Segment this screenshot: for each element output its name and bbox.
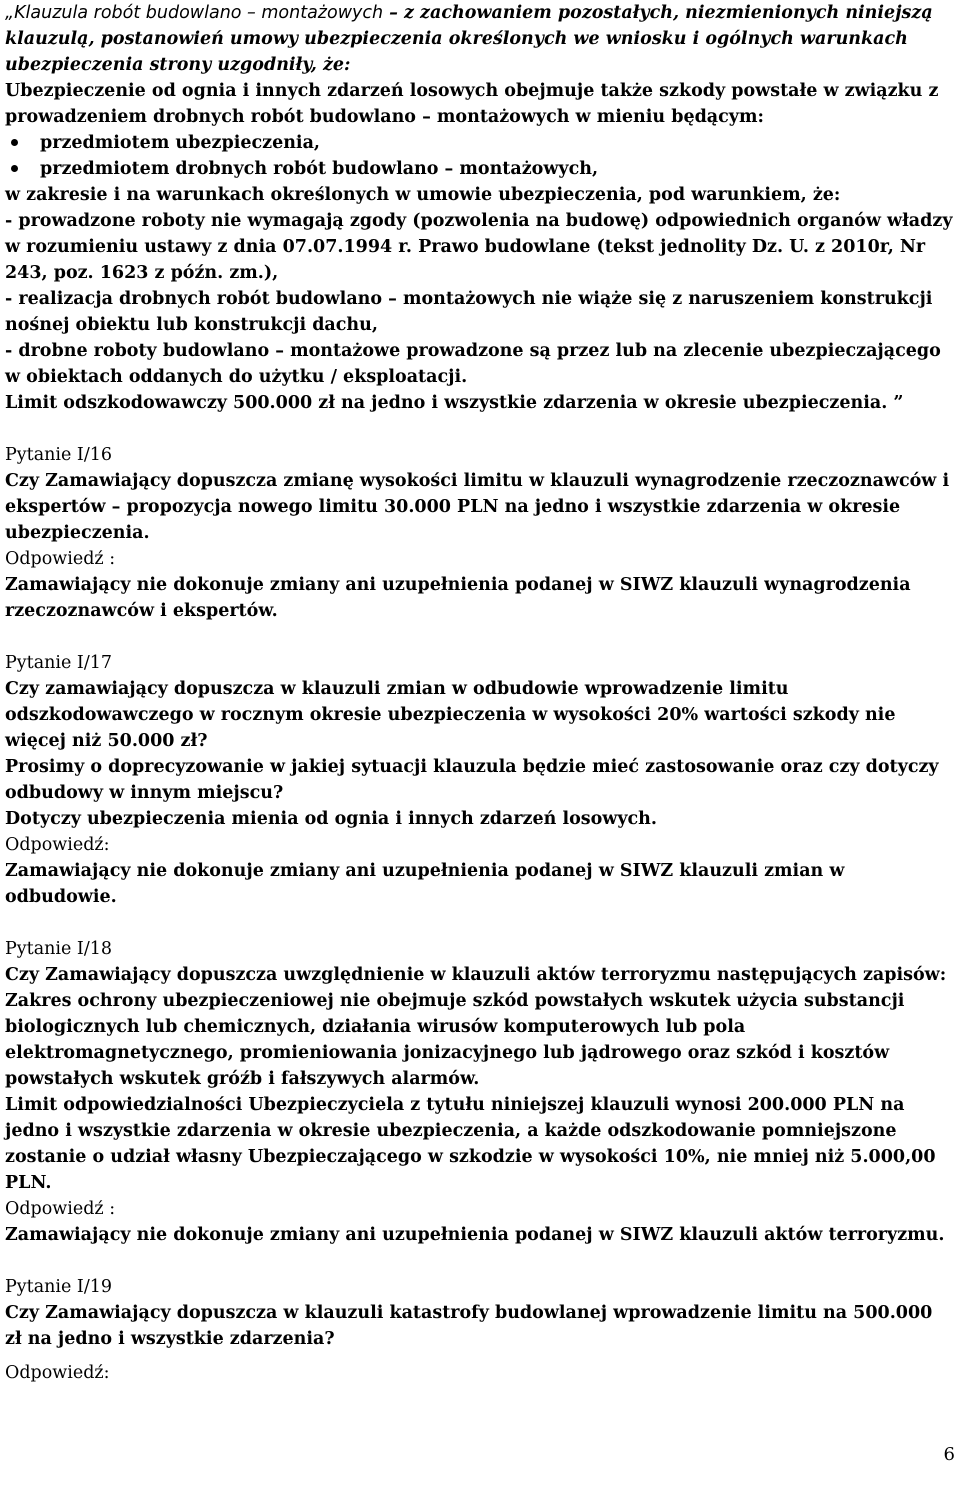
list-item: przedmiotem ubezpieczenia, <box>5 130 955 156</box>
question-heading-19: Pytanie I/19 <box>5 1277 112 1297</box>
question-limit-18: Limit odpowiedzialności Ubezpieczyciela z tytułu niniejszej klauzuli wynosi 200.000 PLN na jedno i wszystkie zdarzenia w okresie ubezpieczenia, a każde odszkodowanie pomniejszone zostanie o udział własny Ubezpieczającego w szkodzie w wysokości 10%, nie mniej niż 5.000,00 PLN. <box>5 1095 936 1193</box>
question-heading-17: Pytanie I/17 <box>5 653 112 673</box>
answer-text-18: Zamawiający nie dokonuje zmiany ani uzupełnienia podanej w SIWZ klauzuli aktów terroryzmu. <box>5 1225 945 1245</box>
question-text-17: Czy zamawiający dopuszcza w klauzuli zmian w odbudowie wprowadzenie limitu odszkodowawczego w rocznym okresie ubezpieczenia w wysokości 20% wartości szkody nie więcej niż 50.000 zł? <box>5 679 896 751</box>
answer-lead-17: Dotyczy ubezpieczenia mienia od ognia i innych zdarzeń losowych. <box>5 809 657 829</box>
question-text-17b: Prosimy o doprecyzowanie w jakiej sytuacji klauzula będzie mieć zastosowanie oraz czy dotyczy odbudowy w innym miejscu? <box>5 757 939 803</box>
clause-scope: Ubezpieczenie od ognia i innych zdarzeń losowych obejmuje także szkody powstałe w związku z prowadzeniem drobnych robót budowlano – montażowych w mieniu będącym: <box>5 81 939 127</box>
list-item: przedmiotem drobnych robót budowlano – montażowych, <box>5 156 955 182</box>
question-heading-18: Pytanie I/18 <box>5 939 112 959</box>
clause-intro <box>5 0 955 78</box>
question-text-19: Czy Zamawiający dopuszcza w klauzuli katastrofy budowlanej wprowadzenie limitu na 500.000 zł na jedno i wszystkie zdarzenia? <box>5 1303 933 1349</box>
clause-condition-1: - prowadzone roboty nie wymagają zgody (pozwolenia na budowę) odpowiednich organów władzy w rozumieniu ustawy z dnia 07.07.1994 r. Prawo budowlane (tekst jednolity Dz. U. z 2010r, Nr 243, poz. 1623 z późn. zm.), <box>5 211 953 283</box>
question-scope-18: Zakres ochrony ubezpieczeniowej nie obejmuje szkód powstałych wskutek użycia substancji biologicznych lub chemicznych, działania wirusów komputerowych lub pola elektromagnetycznego, promieniowania jonizacyjnego lub jądrowego oraz szkód i kosztów powstałych wskutek gróźb i fałszywych alarmów. <box>5 991 905 1089</box>
answer-label-18: Odpowiedź : <box>5 1199 116 1219</box>
clause-condition-3: - drobne roboty budowlano – montażowe prowadzone są przez lub na zlecenie ubezpieczającego w obiektach oddanych do użytku / eksploatacji. <box>5 341 941 387</box>
clause-condition-2: - realizacja drobnych robót budowlano – montażowych nie wiąże się z naruszeniem konstrukcji nośnej obiektu lub konstrukcji dachu, <box>5 289 933 335</box>
clause-intro-italic: – z zachowaniem pozostałych, niezmienionych niniejszą klauzulą, postanowień umowy ubezpieczenia określonych we wniosku i ogólnych warunkach ubezpieczenia strony uzgodniły, że: <box>5 3 933 75</box>
question-text-16: Czy Zamawiający dopuszcza zmianę wysokości limitu w klauzuli wynagrodzenie rzeczoznawców i ekspertów – propozycja nowego limitu 30.000 PLN na jedno i wszystkie zdarzenia w okresie ubezpieczenia. <box>5 471 950 543</box>
clause-limit: Limit odszkodowawczy 500.000 zł na jedno i wszystkie zdarzenia w okresie ubezpieczenia. ” <box>5 393 904 413</box>
answer-text-16: Zamawiający nie dokonuje zmiany ani uzupełnienia podanej w SIWZ klauzuli wynagrodzenia rzeczoznawców i ekspertów. <box>5 575 911 621</box>
document-page <box>5 0 955 1386</box>
answer-text-17: Zamawiający nie dokonuje zmiany ani uzupełnienia podanej w SIWZ klauzuli zmian w odbudowie. <box>5 861 845 907</box>
page-number: 6 <box>943 1444 955 1465</box>
answer-label-17: Odpowiedź: <box>5 835 110 855</box>
clause-title: „Klauzula robót budowlano – montażowych <box>5 3 384 23</box>
answer-label-19: Odpowiedź: <box>5 1363 110 1383</box>
question-text-18: Czy Zamawiający dopuszcza uwzględnienie w klauzuli aktów terroryzmu następujących zapisów: <box>5 965 947 985</box>
answer-label-16: Odpowiedź : <box>5 549 116 569</box>
question-heading-16: Pytanie I/16 <box>5 445 112 465</box>
clause-bullet-list <box>5 130 955 182</box>
clause-conditions: w zakresie i na warunkach określonych w umowie ubezpieczenia, pod warunkiem, że: <box>5 185 841 205</box>
